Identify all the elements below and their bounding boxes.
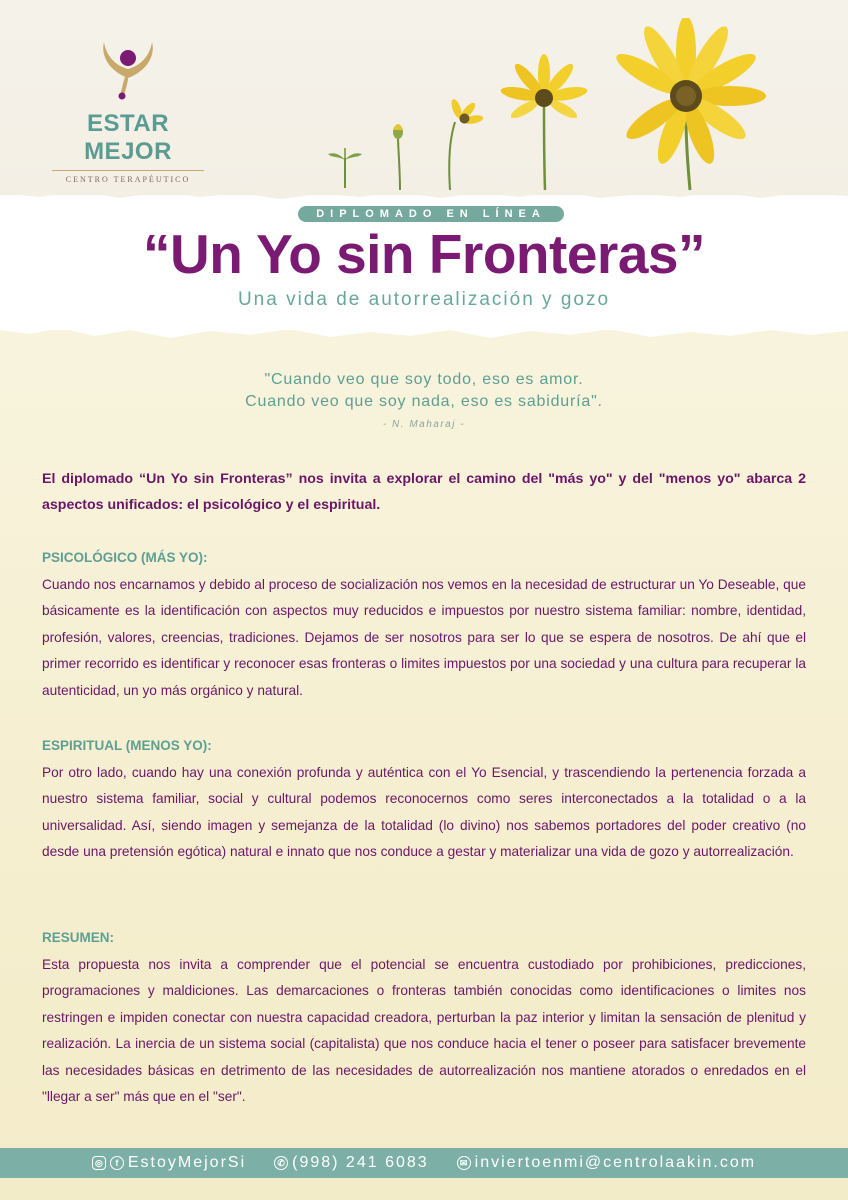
section-heading: ESPIRITUAL (MENOS YO): — [42, 738, 212, 753]
whatsapp-icon: ✆ — [274, 1156, 288, 1170]
logo-brand: ESTAR MEJOR — [84, 110, 172, 165]
section-body: Cuando nos encarnamos y debido al proceso de socialización nos vemos en la necesidad de estructurar un Yo Deseable, que básicamente es la identificación con aspectos muy reducidos e impuestos por nuestro sistema familiar: nombre, identidad, profesión, valores, creencias, tradiciones. Dejamos de ser nosotros para ser lo que se espera de nosotros. De ahí que el primer recorrido es identificar y reconocer esas fronteras o limites impuestos por una sociedad y una cultura para recuperar la autenticidad, un yo más orgánico y natural. — [42, 577, 806, 698]
flower-growth-illustration — [320, 18, 790, 193]
section-spiritual — [42, 736, 806, 866]
sprout-icon — [328, 148, 362, 188]
page-title: “Un Yo sin Fronteras” — [142, 223, 705, 285]
section-body: Por otro lado, cuando hay una conexión profunda y auténtica con el Yo Esencial, y trascendiendo la pertenencia forzada a nuestro sistema familiar, social y cultural podemos reconocernos como seres interconectados a la totalidad o a la universalidad. Así, siendo imagen y semejanza de la totalidad (lo divino) nos sabemos portadores del poder creativo (no desde una pretensión egótica) natural e innato que nos conduce a gestar y materializar una vida de gozo y autorrealización. — [42, 765, 806, 860]
section-heading: RESUMEN: — [42, 930, 115, 945]
section-summary — [42, 928, 806, 1110]
contact-footer — [0, 1148, 848, 1178]
program-badge: DIPLOMADO EN LÍNEA — [298, 206, 564, 222]
quote-line-2: Cuando veo que soy nada, eso es sabiduría". — [245, 393, 603, 410]
large-flower-icon — [612, 18, 766, 190]
medium-flower-icon — [500, 54, 589, 190]
phone-number: (998) 241 6083 — [292, 1154, 429, 1171]
facebook-icon: f — [110, 1156, 124, 1170]
logo-subtitle: CENTRO TERAPÉUTICO — [65, 175, 191, 184]
quote-line-1: "Cuando veo que soy todo, eso es amor. — [264, 371, 584, 388]
small-flower-icon — [449, 91, 485, 190]
email-address: inviertoenmi@centrolaakin.com — [474, 1154, 757, 1171]
torn-edge-bottom — [0, 318, 848, 348]
instagram-icon: ◎ — [92, 1156, 106, 1170]
footer-email[interactable] — [457, 1154, 756, 1172]
footer-phone[interactable] — [274, 1154, 429, 1172]
intro-paragraph: El diplomado “Un Yo sin Fronteras” nos invita a explorar el camino del "más yo" y del "menos yo" abarca 2 aspectos unificados: el psicológico y el espiritual. — [42, 471, 806, 513]
section-heading: PSICOLÓGICO (MÁS YO): — [42, 550, 208, 565]
logo-rule — [52, 170, 204, 171]
bud-icon — [393, 124, 403, 190]
footer-social[interactable] — [92, 1154, 246, 1172]
logo — [48, 38, 208, 184]
page-subtitle: Una vida de autorrealización y gozo — [237, 289, 611, 310]
quote-author: - N. Maharaj - — [382, 419, 466, 430]
email-icon: ✉ — [457, 1156, 471, 1170]
section-psychological — [42, 548, 806, 704]
logo-emblem-icon — [98, 38, 158, 104]
section-body: Esta propuesta nos invita a comprender que el potencial se encuentra custodiado por prohibiciones, predicciones, programaciones y maldiciones. Las demarcaciones o fronteras también conocidas como identificaciones o limites nos restringen e impiden conectar con nuestra capacidad creadora, perturban la paz interior y limitan la sensación de plenitud y realización. La inercia de un sistema social (capitalista) que nos conduce hacia el tener o poseer para satisfacer brevemente las necesidades básicas en detrimento de las necesidades de autorrealización nos mantiene atorados o enredados en el "llegar a ser" más que en el "ser". — [42, 957, 806, 1105]
social-handle: EstoyMejorSi — [127, 1154, 247, 1171]
quote-block — [0, 369, 848, 430]
